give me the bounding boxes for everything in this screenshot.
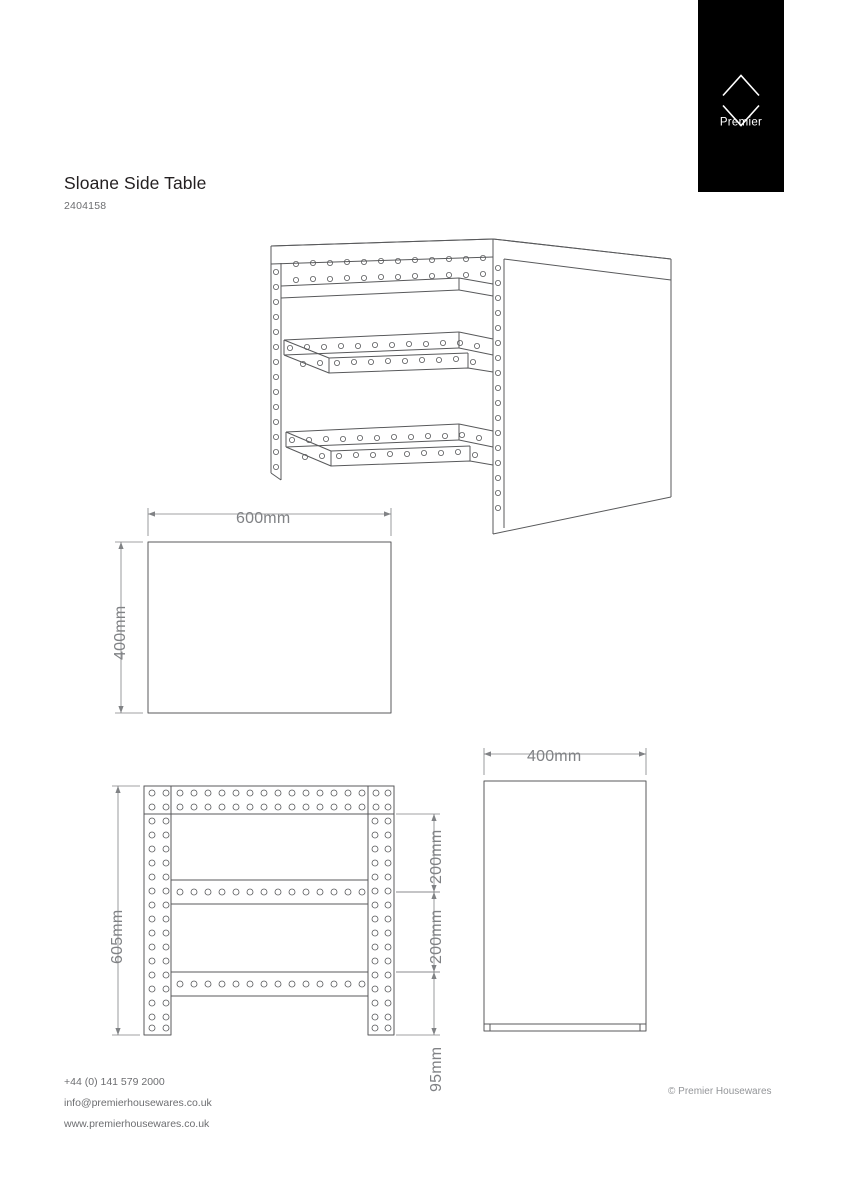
front-view-rivets (149, 790, 391, 1031)
front-view-dimensions (112, 786, 440, 1035)
perspective-view (271, 239, 671, 534)
front-view-outline (144, 786, 394, 1035)
footer-email[interactable]: info@premierhousewares.co.uk (64, 1097, 212, 1109)
product-code: 2404158 (64, 200, 107, 212)
brand-block (698, 0, 784, 192)
front-view-bottom-gap-label: 95mm (428, 1046, 445, 1092)
brand-name: Premier (719, 116, 763, 129)
side-view-width-label: 400mm (527, 748, 582, 765)
front-view-upper-gap-label: 200mm (428, 829, 445, 884)
footer-website[interactable]: www.premierhousewares.co.uk (64, 1118, 210, 1130)
top-view-depth-label: 400mm (112, 605, 129, 660)
page-title: Sloane Side Table (64, 173, 207, 193)
brand-logo (698, 66, 784, 127)
side-view-outline (484, 781, 646, 1031)
top-view-outline (148, 542, 391, 713)
top-view-width-label: 600mm (236, 510, 291, 527)
footer-contact (64, 1072, 212, 1135)
footer-copyright: © Premier Housewares (668, 1086, 772, 1097)
footer-phone: +44 (0) 141 579 2000 (64, 1076, 165, 1088)
front-view-lower-gap-label: 200mm (428, 909, 445, 964)
perspective-rivets (273, 255, 500, 510)
top-view-dimensions (115, 508, 391, 713)
front-view-height-label: 605mm (109, 909, 126, 964)
